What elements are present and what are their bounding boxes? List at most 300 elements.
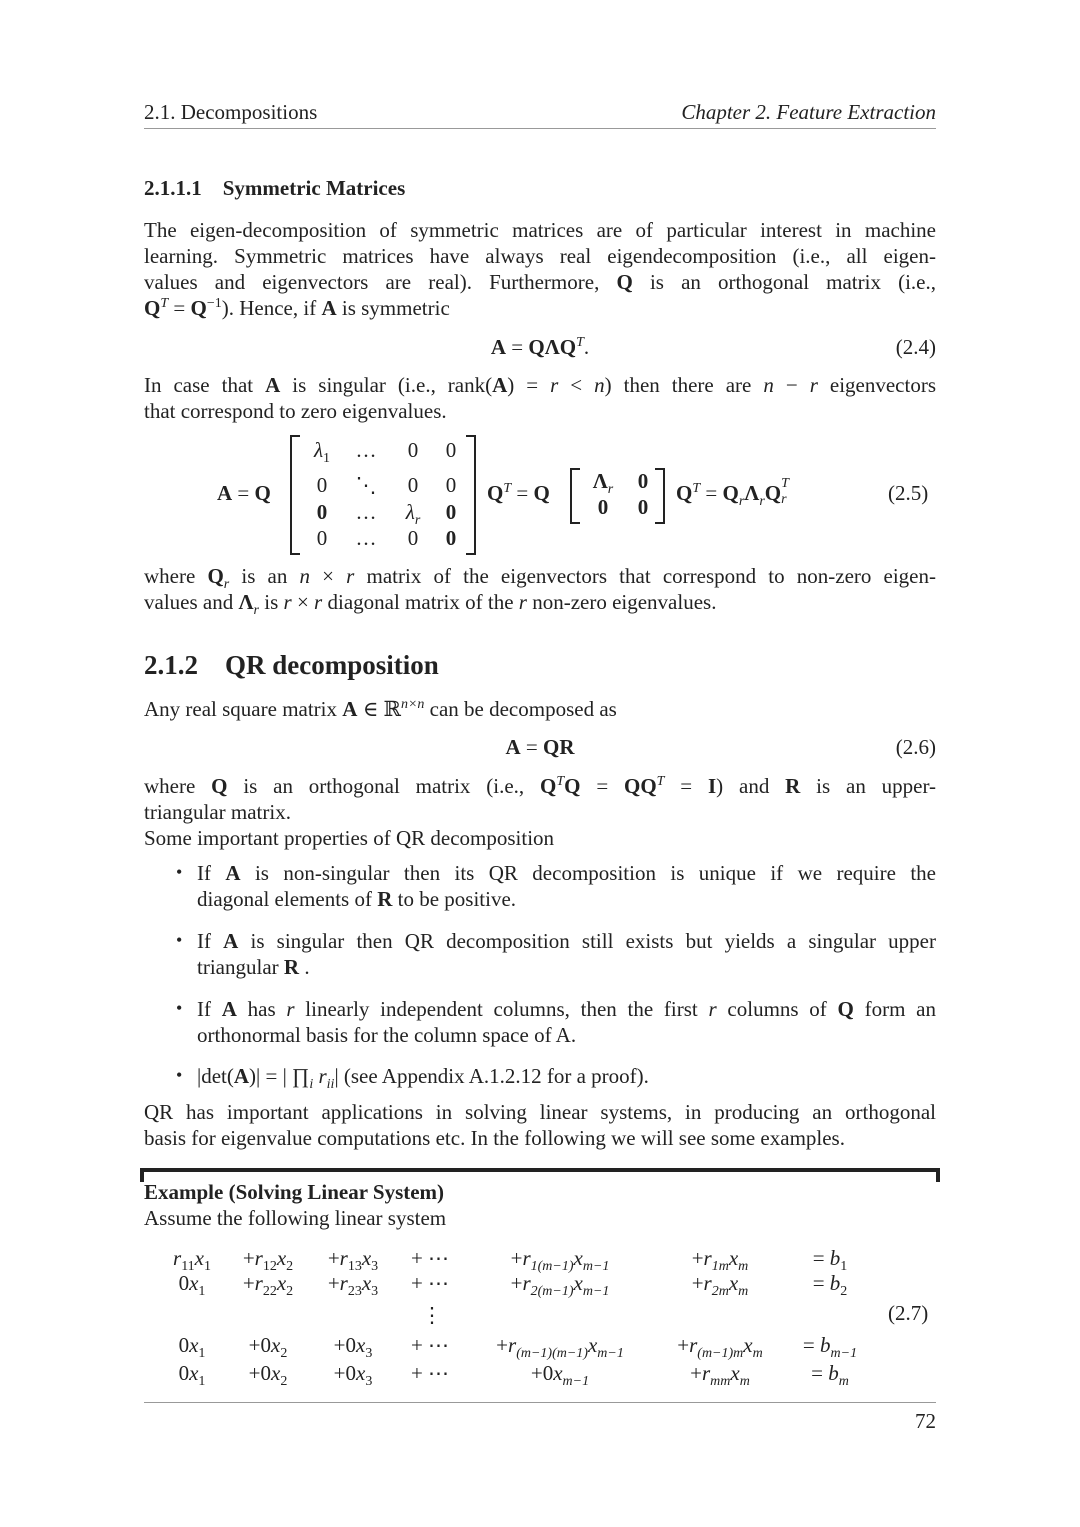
math-subscript: 3 <box>365 1374 373 1389</box>
math-subscript: 13 <box>347 1259 362 1274</box>
text-run: If <box>197 861 226 885</box>
system-term <box>173 1245 211 1274</box>
text-run: can be decomposed as <box>424 697 617 721</box>
math-italic: r <box>318 1064 327 1088</box>
right-bracket <box>466 435 476 555</box>
text-run: is an <box>229 564 300 588</box>
text-run: = <box>511 481 534 505</box>
text-run: + <box>691 1246 704 1270</box>
text-run: is <box>259 590 284 614</box>
text-run: 0 <box>407 473 419 497</box>
math-bold: 0 <box>316 500 328 524</box>
math-subscript: 3 <box>371 1259 379 1274</box>
text-run: +0 <box>248 1361 272 1385</box>
text-run: In case that <box>144 373 266 397</box>
math-subscript: m <box>738 1259 749 1274</box>
math-italic: x <box>194 1246 204 1270</box>
math-subscript: 1 <box>323 451 331 466</box>
matrix-entry <box>446 472 457 498</box>
math-bold: R <box>785 774 801 798</box>
text-run: . <box>583 335 590 359</box>
equation-number: (2.7) <box>888 1301 929 1325</box>
math-italic: r <box>689 1333 698 1357</box>
math-bold: Q <box>837 997 854 1021</box>
math-bold: A <box>265 373 281 397</box>
text-run: … <box>355 500 377 524</box>
paragraph-applications <box>144 1099 936 1151</box>
text-run: that correspond to zero eigenvalues. <box>144 399 447 423</box>
text-run: ). Hence, if <box>221 296 322 320</box>
diagonal-matrix <box>296 433 470 553</box>
text-run: Any real square matrix <box>144 697 343 721</box>
paragraph-qr-intro <box>144 696 936 722</box>
math-subscript: m−1 <box>582 1284 610 1299</box>
system-term <box>812 1245 848 1274</box>
text-run: = <box>232 481 255 505</box>
system-term <box>178 1270 206 1299</box>
math-italic: λ <box>405 500 415 524</box>
system-term <box>248 1360 288 1389</box>
text-run: + <box>690 1361 702 1385</box>
text-run: | (see Appendix A.1.2.12 for a proof). <box>334 1064 649 1088</box>
system-term <box>496 1332 624 1361</box>
math-italic: b <box>829 1246 841 1270</box>
math-subscript: 2 <box>286 1259 294 1274</box>
math-subscript: i <box>309 1077 314 1092</box>
bullet-marker: • <box>176 862 183 882</box>
math-italic: x <box>728 1246 739 1270</box>
text-run: is an orthogonal matrix (i.e., <box>632 270 937 294</box>
text-run: ⋱ <box>355 473 377 497</box>
system-term <box>242 1245 294 1274</box>
math-italic: x <box>553 1361 563 1385</box>
text-run: values and <box>144 590 239 614</box>
right-bracket <box>655 468 665 524</box>
text-run: +0 <box>530 1361 554 1385</box>
math-bold: Q <box>722 481 739 505</box>
matrix-entry <box>408 437 419 463</box>
math-italic: x <box>743 1333 753 1357</box>
math-subscript: 2 <box>840 1284 848 1299</box>
math-italic: r <box>254 1271 263 1295</box>
math-italic: x <box>356 1361 366 1385</box>
system-term <box>690 1360 750 1389</box>
text-run: = <box>664 774 708 798</box>
text-line <box>144 589 936 618</box>
matrix-entry <box>408 472 419 498</box>
math-bold: A <box>342 697 358 721</box>
text-line <box>197 954 936 980</box>
text-run: + <box>510 1246 523 1270</box>
text-run: where <box>144 564 208 588</box>
bullet-item <box>197 1063 936 1092</box>
math-subscript: 12 <box>262 1259 277 1274</box>
math-italic: r <box>550 373 559 397</box>
subsection-number: 2.1.1.1 <box>144 176 202 200</box>
math-subscript: 22 <box>262 1284 277 1299</box>
math-subscript: 1 <box>198 1284 206 1299</box>
math-subscript: r <box>223 577 230 592</box>
eq25-rhs <box>676 476 791 509</box>
text-run: = <box>506 335 529 359</box>
math-bold: Q <box>207 564 224 588</box>
equation-number: (2.4) <box>895 335 936 359</box>
text-run: 0 <box>178 1361 190 1385</box>
math-subscript: mm <box>710 1374 731 1389</box>
matrix-entry <box>356 499 377 525</box>
math-bold: 0 <box>637 495 649 519</box>
text-run: + ⋯ <box>410 1361 450 1385</box>
text-run: |det( <box>197 1064 234 1088</box>
system-term <box>248 1332 288 1361</box>
math-bold: 0 <box>445 526 457 550</box>
example-intro: Assume the following linear system <box>144 1206 447 1230</box>
math-italic: x <box>573 1246 583 1270</box>
text-run: = <box>580 774 624 798</box>
paragraph-singular <box>144 372 936 424</box>
text-run: < <box>558 373 595 397</box>
paragraph-properties <box>144 825 936 851</box>
math-italic: x <box>276 1271 287 1295</box>
text-run: columns of <box>716 997 838 1021</box>
bullet-item <box>197 860 936 912</box>
system-term <box>178 1332 206 1361</box>
math-bold: Q <box>540 774 557 798</box>
text-line <box>144 217 936 243</box>
math-subscript: 11 <box>181 1259 195 1274</box>
math-subscript: 1(m−1) <box>530 1259 574 1274</box>
block-matrix <box>576 467 666 521</box>
text-run: × <box>310 564 347 588</box>
math-italic: r <box>173 1246 182 1270</box>
vertical-dots: ⋮ <box>421 1303 443 1327</box>
system-term <box>411 1332 449 1358</box>
equation-expr <box>491 335 589 359</box>
matrix-entry <box>356 437 377 463</box>
math-bold: Q <box>144 296 161 320</box>
text-run: 0 <box>316 526 328 550</box>
text-run: linearly independent columns, then the first <box>294 997 709 1021</box>
text-run: + <box>242 1246 255 1270</box>
math-italic: x <box>361 1271 372 1295</box>
math-italic: n <box>763 373 774 397</box>
bullet-item <box>197 928 936 980</box>
text-line <box>197 1022 936 1048</box>
math-italic: r <box>346 564 355 588</box>
math-superscript: −1 <box>206 296 222 311</box>
system-term <box>691 1245 749 1274</box>
system-term <box>811 1360 849 1389</box>
math-superscript: T <box>692 481 701 496</box>
math-subscript: m <box>738 1284 749 1299</box>
math-italic: r <box>522 1246 531 1270</box>
math-italic: n <box>299 564 311 588</box>
text-run: triangular <box>197 955 284 979</box>
text-run: + ⋯ <box>410 1333 450 1357</box>
text-line <box>144 825 936 851</box>
text-run: +0 <box>333 1361 357 1385</box>
text-run: . <box>299 955 310 979</box>
text-line <box>144 372 936 398</box>
math-bold: QQ <box>624 774 657 798</box>
matrix-entry <box>405 499 421 528</box>
math-italic: r <box>508 1333 517 1357</box>
math-subscript: 3 <box>371 1284 379 1299</box>
text-run: is an orthogonal matrix (i.e., <box>227 774 540 798</box>
matrix-entry <box>356 525 377 551</box>
text-run: = <box>700 481 723 505</box>
system-term <box>333 1360 373 1389</box>
math-superscript: T <box>576 335 584 350</box>
text-run: is symmetric <box>336 296 450 320</box>
math-bold: QR <box>543 735 575 759</box>
eq25-mid <box>487 480 550 506</box>
math-subscript: m <box>838 1374 849 1389</box>
text-line <box>144 243 936 269</box>
text-line <box>144 398 936 424</box>
text-line <box>144 295 936 321</box>
math-subscript: 2 <box>280 1374 288 1389</box>
subsection-title: Symmetric Matrices <box>222 176 406 200</box>
eq25-lhs <box>217 480 271 506</box>
math-italic: r <box>701 1361 711 1385</box>
math-bold: 0 <box>597 495 609 519</box>
text-run: + <box>510 1271 523 1295</box>
text-run: 0 <box>178 1271 190 1295</box>
text-run: … <box>355 438 377 462</box>
system-term <box>812 1270 848 1299</box>
math-bold: A <box>321 296 337 320</box>
text-run: has <box>236 997 287 1021</box>
matrix-entry <box>408 525 419 551</box>
header-section: 2.1. Decompositions <box>144 100 318 124</box>
math-italic: r <box>522 1271 531 1295</box>
math-bold: Q <box>487 481 504 505</box>
math-subscript: 3 <box>365 1346 373 1361</box>
text-run: is singular then QR decomposition still exists but yields a singular upper <box>238 929 936 953</box>
bullet-marker: • <box>176 1065 183 1085</box>
text-line <box>144 269 936 295</box>
text-line <box>144 773 936 799</box>
paragraph-where-qr <box>144 563 936 618</box>
equation-2-4 <box>144 334 936 360</box>
math-subscript: r <box>781 492 787 507</box>
text-run: + <box>327 1246 340 1270</box>
text-run: to be positive. <box>392 887 517 911</box>
text-run: × <box>291 590 315 614</box>
matrix-entry <box>313 437 331 466</box>
text-run: + <box>327 1271 340 1295</box>
text-run: is non-singular then its QR decomposition is unique if we require the <box>240 861 936 885</box>
math-subsup <box>781 476 791 507</box>
math-bold: A <box>223 929 239 953</box>
text-run: triangular matrix. <box>144 800 291 824</box>
text-run: … <box>355 526 377 550</box>
text-run: If <box>197 997 222 1021</box>
math-bold: Q <box>616 270 633 294</box>
text-line <box>144 1125 936 1151</box>
system-term <box>411 1245 449 1271</box>
text-line <box>144 563 936 592</box>
section-number: 2.1.2 <box>144 650 198 680</box>
math-superscript: T <box>160 296 169 311</box>
math-italic: r <box>708 997 717 1021</box>
text-line <box>197 996 936 1022</box>
text-run: = <box>812 1271 830 1295</box>
math-subscript: m−1 <box>562 1374 590 1389</box>
math-italic: x <box>361 1246 372 1270</box>
example-title: Example (Solving Linear System) <box>144 1180 445 1204</box>
footer-rule <box>144 1402 936 1403</box>
text-run: = <box>520 735 543 759</box>
matrix-entry <box>446 437 457 463</box>
text-run: ) then there are <box>604 373 764 397</box>
text-run: The eigen-decomposition of symmetric matrices are of particular interest in machine <box>144 218 936 242</box>
math-superscript: T <box>656 774 665 789</box>
math-italic: x <box>271 1333 281 1357</box>
text-run: form an <box>853 997 936 1021</box>
math-bold: Q <box>676 481 693 505</box>
text-run: + <box>242 1271 255 1295</box>
math-bold: 0 <box>445 500 457 524</box>
text-run: + <box>677 1333 690 1357</box>
text-run: )| = | ∏ <box>249 1064 310 1088</box>
text-run: matrix of the eigenvectors that correspond to non-zero eigen- <box>354 564 936 588</box>
math-bold: Q <box>533 481 550 505</box>
text-run: is singular (i.e., rank( <box>280 373 493 397</box>
paragraph-symmetric <box>144 217 936 321</box>
math-subscript: r <box>414 513 421 528</box>
math-italic: x <box>189 1271 199 1295</box>
math-bold: A <box>221 997 237 1021</box>
equation-number: (2.6) <box>895 735 936 759</box>
text-run: − <box>773 373 810 397</box>
system-term <box>242 1270 294 1299</box>
text-line <box>144 1099 936 1125</box>
math-subscript: 2(m−1) <box>530 1284 574 1299</box>
bullet-item <box>197 996 936 1048</box>
math-italic: r <box>703 1271 712 1295</box>
text-run: = <box>811 1361 829 1385</box>
text-run: basis for eigenvalue computations etc. In the following we will see some examples. <box>144 1126 845 1150</box>
example-top-rule <box>140 1168 940 1172</box>
matrix-entry <box>638 468 649 494</box>
math-subscript: r <box>759 494 765 509</box>
math-bold: 0 <box>637 469 649 493</box>
system-term <box>510 1245 610 1274</box>
math-italic: x <box>189 1361 199 1385</box>
text-run: QR has important applications in solving linear systems, in producing an orthogonal <box>144 1100 936 1124</box>
text-run: ) and <box>716 774 786 798</box>
text-run: + <box>496 1333 508 1357</box>
text-run: values and eigenvectors are real). Furthermore, <box>144 270 617 294</box>
math-subscript: 2m <box>711 1284 729 1299</box>
math-italic: x <box>356 1333 366 1357</box>
math-subscript: 1 <box>204 1259 211 1274</box>
example-right-tick <box>936 1168 940 1182</box>
text-run: diagonal elements of <box>197 887 378 911</box>
text-run: orthonormal basis for the column space of A. <box>197 1023 577 1047</box>
page-number: 72 <box>915 1409 936 1433</box>
text-run: 0 <box>407 438 419 462</box>
math-bold: Q <box>190 296 207 320</box>
text-run: +0 <box>248 1333 272 1357</box>
math-italic: x <box>276 1246 287 1270</box>
text-run: = <box>812 1246 830 1270</box>
text-run: 0 <box>316 473 328 497</box>
system-term <box>677 1332 763 1361</box>
math-italic: b <box>820 1333 831 1357</box>
subsection-heading <box>144 176 405 201</box>
math-subscript: 1 <box>198 1346 206 1361</box>
equation-expr <box>505 735 574 759</box>
math-italic: x <box>728 1271 739 1295</box>
text-run: Some important properties of QR decomposition <box>144 826 555 850</box>
section-title: QR decomposition <box>225 650 439 680</box>
text-line <box>197 1063 936 1092</box>
math-italic: r <box>339 1271 348 1295</box>
math-italic: b <box>829 1271 841 1295</box>
paragraph-orthogonal <box>144 773 936 825</box>
system-term <box>327 1270 379 1299</box>
header-chapter: Chapter 2. Feature Extraction <box>681 100 936 124</box>
text-line <box>144 799 936 825</box>
math-bold: R <box>283 955 300 979</box>
text-run: 0 <box>178 1333 190 1357</box>
matrix-entry <box>317 472 328 498</box>
math-bold: Q <box>254 481 271 505</box>
math-italic: r <box>339 1246 348 1270</box>
math-italic: r <box>254 1246 263 1270</box>
math-bold: Λ <box>744 481 760 505</box>
bullet-marker: • <box>176 998 183 1018</box>
math-subscript: m−1 <box>582 1259 610 1274</box>
matrix-entry <box>598 494 609 520</box>
math-italic: x <box>730 1361 740 1385</box>
math-superscript: T <box>503 481 512 496</box>
matrix-entry <box>638 494 649 520</box>
math-subscript: r <box>738 494 745 509</box>
running-header <box>144 100 936 129</box>
text-line <box>144 696 936 722</box>
system-term <box>327 1245 379 1274</box>
text-run: + <box>691 1271 704 1295</box>
math-bold: A <box>217 481 233 505</box>
math-bold: Λ <box>238 590 254 614</box>
equation-2-6 <box>144 734 936 760</box>
system-term <box>691 1270 749 1299</box>
math-bold: Q <box>564 774 581 798</box>
math-superscript: T <box>556 774 565 789</box>
math-subscript: m <box>752 1346 763 1361</box>
bullet-marker: • <box>176 930 183 950</box>
text-run: ∈ ℝ <box>357 697 401 721</box>
matrix-entry <box>592 468 614 497</box>
system-term <box>333 1332 373 1361</box>
math-subscript: (m−1)(m−1) <box>516 1346 588 1361</box>
math-bold: QΛQ <box>528 335 577 359</box>
math-italic: r <box>809 373 818 397</box>
math-subscript: 2 <box>280 1346 288 1361</box>
math-italic: r <box>283 590 292 614</box>
text-run: If <box>197 929 224 953</box>
math-italic: x <box>573 1271 583 1295</box>
text-run: learning. Symmetric matrices have always real eigendecomposition (i.e., all eigen- <box>144 244 936 268</box>
text-run: where <box>144 774 212 798</box>
math-italic: n <box>594 373 605 397</box>
math-italic: b <box>828 1361 839 1385</box>
matrix-entry <box>446 525 457 551</box>
